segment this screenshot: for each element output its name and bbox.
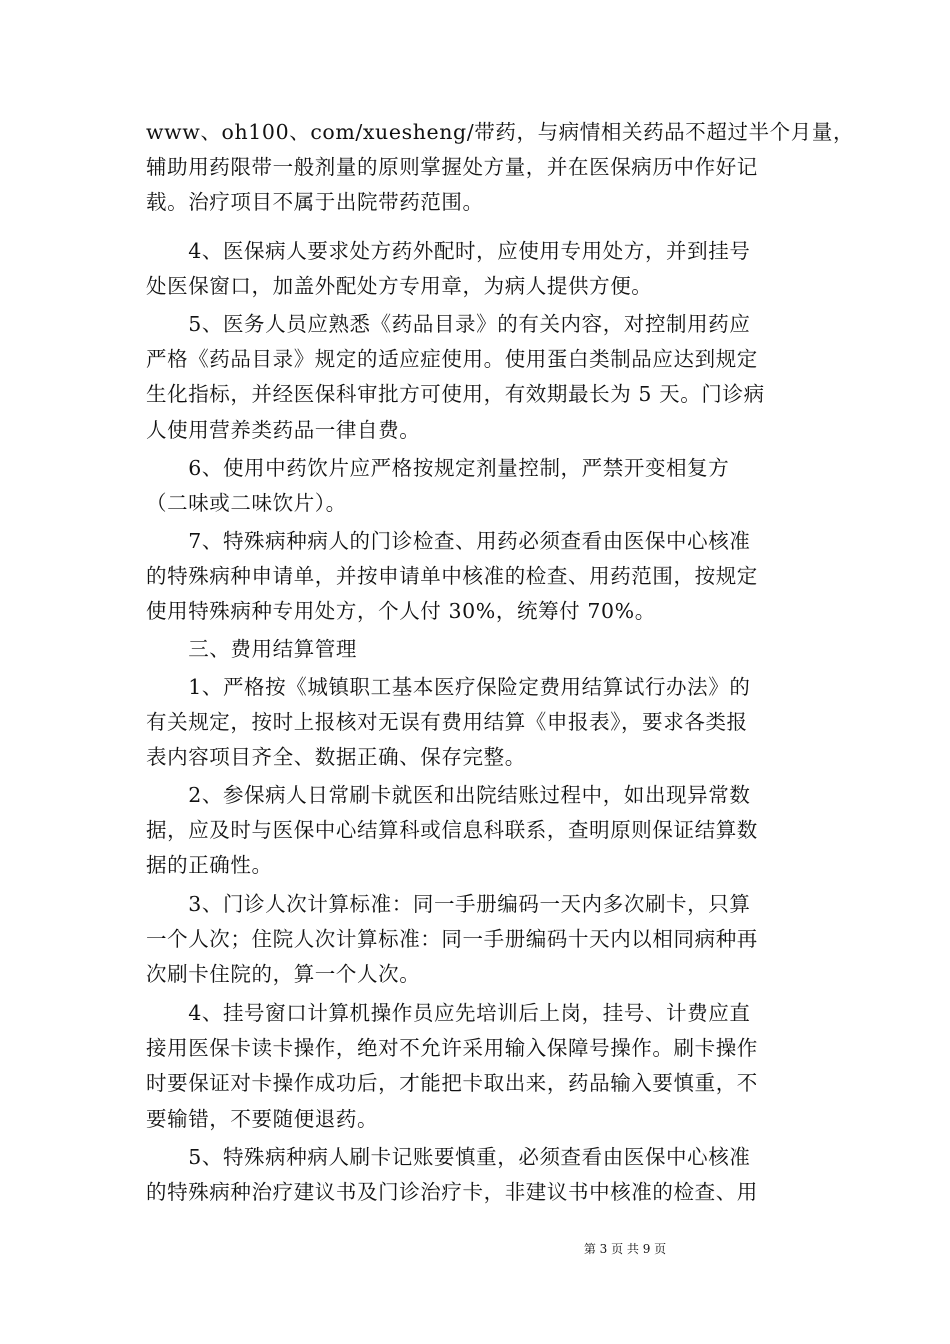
text-line: 生化指标，并经医保科审批方可使用，有效期最长为 5 天。门诊病 [146, 382, 765, 407]
text-line: 2、参保病人日常刷卡就医和出院结账过程中，如出现异常数 [146, 783, 751, 807]
paragraph-8 [146, 887, 810, 993]
text-line: 4、医保病人要求处方药外配时，应使用专用处方，并到挂号 [146, 239, 751, 263]
text-line: 1、严格按《城镇职工基本医疗保险定费用结算试行办法》的 [146, 675, 751, 699]
text-line: 6、使用中药饮片应严格按规定剂量控制，严禁开变相复方 [146, 456, 730, 480]
text-line: 的特殊病种申请单，并按申请单中核准的检查、用药范围，按规定 [146, 564, 758, 589]
text-line: 接用医保卡读卡操作，绝对不允许采用输入保障号操作。刷卡操作 [146, 1036, 758, 1061]
text-line: 4、挂号窗口计算机操作员应先培训后上岗，挂号、计费应直 [146, 1001, 751, 1025]
paragraph-5 [146, 524, 810, 630]
paragraph-4 [146, 451, 810, 521]
text-line: 的特殊病种治疗建议书及门诊治疗卡，非建议书中核准的检查、用 [146, 1180, 758, 1205]
text-line: 5、特殊病种病人刷卡记账要慎重，必须查看由医保中心核准 [146, 1145, 751, 1169]
text-line: 5、医务人员应熟悉《药品目录》的有关内容，对控制用药应 [146, 312, 751, 336]
text-line: 7、特殊病种病人的门诊检查、用药必须查看由医保中心核准 [146, 529, 751, 553]
text-line: 载。治疗项目不属于出院带药范围。 [146, 190, 484, 215]
text-line: 据的正确性。 [146, 853, 273, 878]
text-line: 人使用营养类药品一律自费。 [146, 417, 421, 442]
text-line: 次刷卡住院的，算一个人次。 [146, 962, 421, 987]
text-line: www、oh100、com/xuesheng/带药，与病情相关药品不超过半个月量， [146, 120, 855, 144]
paragraph-7 [146, 778, 810, 884]
text-line: 辅助用药限带一般剂量的原则掌握处方量，并在医保病历中作好记 [146, 155, 758, 180]
text-line: 三、费用结算管理 [146, 637, 357, 661]
text-line: 使用特殊病种专用处方，个人付 30%，统筹付 70%。 [146, 599, 656, 624]
text-line: （二味或二味饮片）。 [146, 491, 347, 516]
text-line: 表内容项目齐全、数据正确、保存完整。 [146, 745, 526, 770]
text-line: 时要保证对卡操作成功后，才能把卡取出来，药品输入要慎重，不 [146, 1071, 758, 1096]
paragraph-9 [146, 996, 810, 1137]
paragraph-10 [146, 1140, 810, 1210]
text-line: 要输错，不要随便退药。 [146, 1106, 379, 1131]
paragraph-6 [146, 670, 810, 776]
text-line: 一个人次；住院人次计算标准：同一手册编码十天内以相同病种再 [146, 927, 758, 952]
text-line: 有关规定，按时上报核对无误有费用结算《申报表》，要求各类报 [146, 710, 748, 735]
paragraph-2 [146, 234, 810, 304]
text-line: 严格《药品目录》规定的适应症使用。使用蛋白类制品应达到规定 [146, 347, 758, 372]
paragraph-1 [146, 115, 855, 221]
text-line: 3、门诊人次计算标准：同一手册编码一天内多次刷卡，只算 [146, 892, 751, 916]
page-number: 第 3 页 共 9 页 [583, 1242, 667, 1256]
section-heading [146, 632, 810, 667]
paragraph-3 [146, 307, 810, 448]
text-line: 处医保窗口，加盖外配处方专用章，为病人提供方便。 [146, 274, 653, 299]
text-line: 据，应及时与医保中心结算科或信息科联系，查明原则保证结算数 [146, 818, 758, 843]
